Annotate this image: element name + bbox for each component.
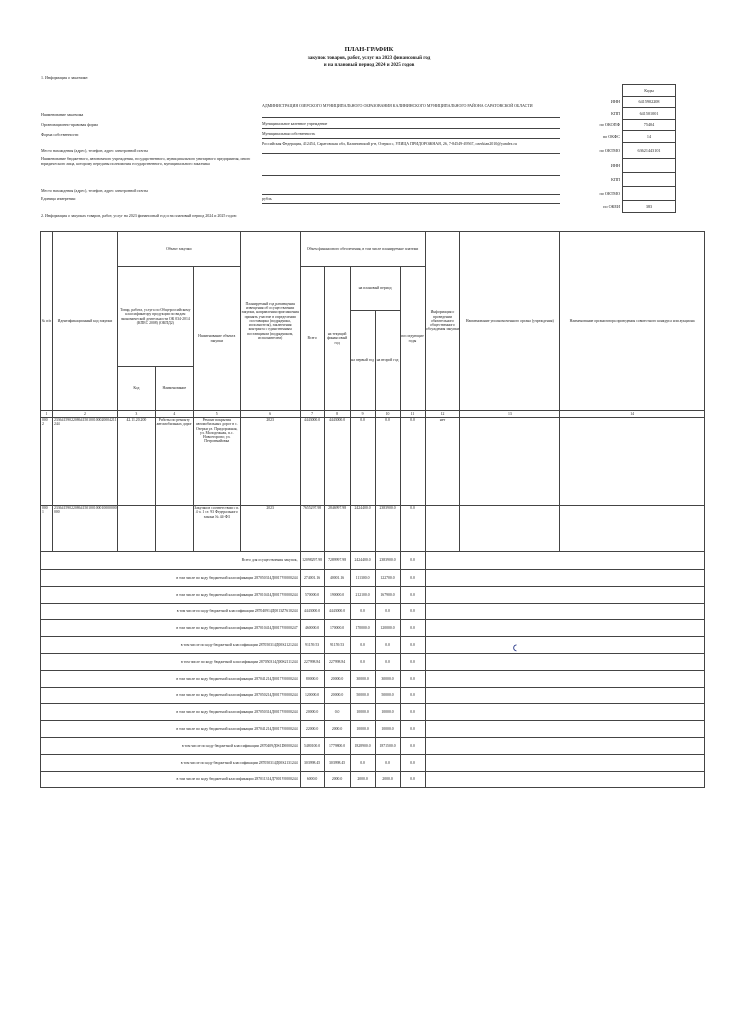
code-label-inn2: ИНН	[610, 162, 620, 168]
kbk-prefix: в том числе по коду бюджетной классификации	[181, 743, 259, 748]
kbk-current: 170000.0	[324, 620, 350, 637]
col-number: 2	[52, 411, 117, 418]
purchase-object: Ремонт покрытия автомобильных дорог в с. Озерки ул. Придорожная, ул. Молодежная, п.с. Новоегорово; ул. Петровмайовка	[193, 418, 240, 506]
kbk-second: 167900.0	[375, 586, 400, 603]
kbk-row	[41, 653, 705, 670]
kbk-total: 5480100.0	[300, 737, 324, 754]
kbk-label	[41, 687, 301, 704]
kbk-later: 0.0	[400, 721, 425, 738]
kbk-row	[41, 603, 705, 620]
kbk-row	[41, 637, 705, 654]
delegate-underline	[262, 175, 560, 176]
unit-underline	[262, 203, 560, 204]
kbk-later: 0.0	[400, 670, 425, 687]
kbk-first: 0.0	[350, 653, 375, 670]
kbk-second: 0.0	[375, 653, 400, 670]
kbk-row	[41, 771, 705, 788]
kbk-label	[41, 603, 301, 620]
kbk-code: 287050314Д0017V0000244	[254, 710, 298, 715]
kbk-later: 0.0	[400, 687, 425, 704]
delegate-address-label: Место нахождения (адрес), телефон, адрес электронной почты	[41, 188, 148, 193]
col-second-header: на второй год	[375, 311, 400, 411]
customer-name-underline	[262, 117, 560, 118]
purchase-okpd-code	[117, 506, 155, 552]
section1-heading: 1. Информация о заказчике:	[41, 75, 89, 80]
kbk-row	[41, 737, 705, 754]
kbk-second: 0.0	[375, 603, 400, 620]
kbk-first: 30000.0	[350, 670, 375, 687]
code-label-okfs: по ОКФС	[602, 133, 620, 139]
kbk-first: 10000.0	[350, 704, 375, 721]
kbk-code: 287010414Д0017V0000247	[254, 626, 298, 631]
purchase-organizer	[560, 418, 705, 506]
kbk-first: 1828900.0	[350, 737, 375, 754]
kbk-empty	[425, 670, 705, 687]
purchase-ikz: 233641590220864150100100020004211244	[52, 418, 117, 506]
kbk-code: 287010414Д0017V0000244	[254, 592, 298, 597]
kbk-label	[41, 704, 301, 721]
kbk-empty	[425, 737, 705, 754]
kbk-row	[41, 586, 705, 603]
col-number: 9	[350, 411, 375, 418]
kbk-label	[41, 620, 301, 637]
kbk-prefix: в том числе по коду бюджетной классификации	[176, 626, 254, 631]
purchase-authorized	[460, 418, 560, 506]
col-joint-header: Информация о проведении обязательного общественного обсуждения закупки	[425, 232, 460, 411]
kbk-total: 22000.0	[300, 721, 324, 738]
kbk-code: 287041214Д0017V0000244	[254, 726, 298, 731]
code-label-kpp2: КПП	[611, 176, 620, 182]
kbk-prefix: в том числе по коду бюджетной классификации	[181, 659, 259, 664]
purchase-ikz: 233641590220864150100100010000000000	[52, 506, 117, 552]
kbk-total: 227998.84	[300, 653, 324, 670]
kbk-label	[41, 637, 301, 654]
kbk-current: 91159.53	[324, 637, 350, 654]
document-subtitle-line2: и на плановый период 2024 и 2025 годов	[323, 63, 415, 68]
kbk-prefix: в том числе по коду бюджетной классификации	[176, 592, 254, 597]
code-value-okopf: 75404	[623, 119, 676, 131]
totals-second: 2383900.0	[375, 552, 400, 570]
kbk-first: 10000.0	[350, 721, 375, 738]
kbk-first: 0.0	[350, 603, 375, 620]
code-label-inn: ИНН	[610, 99, 620, 105]
kbk-code: 287040914Д0013Z7610244	[254, 609, 298, 614]
kbk-second: 1871500.0	[375, 737, 400, 754]
kbk-label	[41, 653, 301, 670]
col-number: 5	[193, 411, 240, 418]
kbk-total: 91159.53	[300, 637, 324, 654]
kbk-row	[41, 704, 705, 721]
code-label-okei: по ОКЕИ	[603, 203, 620, 209]
purchase-current: 2846997.98	[324, 506, 350, 552]
col-num-header: № п/п	[41, 232, 53, 411]
col-number: 10	[375, 411, 400, 418]
kbk-first: 2000.0	[350, 771, 375, 788]
kbk-prefix: в том числе по коду бюджетной классификации	[176, 777, 254, 782]
col-number: 13	[460, 411, 560, 418]
kbk-total: 120000.0	[300, 687, 324, 704]
kbk-total: 460000.0	[300, 620, 324, 637]
kbk-first: 0.0	[350, 637, 375, 654]
kbk-empty	[425, 570, 705, 587]
ownership-value: Муниципальная собственность	[262, 131, 316, 136]
col-okpd-header: Товар, работа, услуга по Общероссийскому классификатору продукции по видам экономической деятельности ОК 034-2014 (КПЕС 2008) (ОКПД2)	[117, 267, 193, 367]
kbk-later: 0.0	[400, 737, 425, 754]
kbk-later: 0.0	[400, 637, 425, 654]
kbk-second: 10000.0	[375, 704, 400, 721]
totals-label: Всего для осуществления закупок,	[41, 552, 301, 570]
ownership-underline	[262, 138, 560, 139]
kbk-empty	[425, 637, 705, 654]
kbk-later: 0.0	[400, 754, 425, 771]
kbk-row	[41, 620, 705, 637]
kbk-first: 50000.0	[350, 687, 375, 704]
codes-table	[560, 84, 676, 213]
kbk-current: 4443000.0	[324, 603, 350, 620]
col-object-name-header: Наименование объекта закупки	[193, 267, 240, 411]
kbk-empty	[425, 704, 705, 721]
codes-header: Коды	[623, 85, 676, 97]
address-underline	[262, 153, 560, 154]
kbk-current: 20000.0	[324, 670, 350, 687]
code-value-kpp: 641501001	[623, 108, 676, 120]
kbk-code: 287011314Д7001V0000244	[254, 777, 298, 782]
purchase-later: 0.0	[400, 418, 425, 506]
kbk-empty	[425, 603, 705, 620]
kbk-total: 570000.0	[300, 586, 324, 603]
kbk-later: 0.0	[400, 620, 425, 637]
kbk-current: 1779800.0	[324, 737, 350, 754]
kbk-second: 120000.0	[375, 620, 400, 637]
kbk-second: 2000.0	[375, 771, 400, 788]
kbk-label	[41, 737, 301, 754]
kbk-prefix: в том числе по коду бюджетной классификации	[176, 575, 254, 580]
kbk-code: 287050314Д00S2121244	[258, 642, 298, 647]
unit-value: рубль	[262, 196, 272, 201]
kbk-empty	[425, 687, 705, 704]
kbk-later: 0.0	[400, 570, 425, 587]
code-value-inn2	[623, 158, 676, 172]
purchase-organizer	[560, 506, 705, 552]
purchase-year: 2023	[240, 418, 300, 506]
address-value: Российская Федерация, 412454, Саратовская обл, Калининский р-н, Озерки с, УЛИЦА ПРИДОРОЖНАЯ, 26, 7-84549-49567, ozerkian2010@yandex.ru	[262, 141, 517, 146]
kbk-later: 0.0	[400, 653, 425, 670]
col-planned-header: на плановый период	[350, 267, 400, 311]
col-name-header: Наименование	[155, 367, 193, 411]
kbk-empty	[425, 771, 705, 788]
kbk-prefix: в том числе по коду бюджетной классификации	[176, 726, 254, 731]
kbk-label	[41, 586, 301, 603]
kbk-second: 30000.0	[375, 670, 400, 687]
totals-first: 2424400.0	[350, 552, 375, 570]
purchase-year: 2023	[240, 506, 300, 552]
col-object-header: Объект закупки	[117, 232, 240, 267]
col-number: 8	[324, 411, 350, 418]
kbk-code: 287050314Д0017V0000244	[254, 575, 298, 580]
legal-form-label: Организационно-правовая форма	[41, 122, 98, 127]
kbk-second: 0.0	[375, 637, 400, 654]
legal-form-underline	[262, 128, 560, 129]
kbk-total: 6000.0	[300, 771, 324, 788]
document-title: ПЛАН-ГРАФИК	[344, 46, 394, 53]
kbk-label	[41, 771, 301, 788]
code-value-oktmo: 63621443101	[623, 142, 676, 158]
col-finance-header: Объем финансового обеспечения, в том числе планируемые платежи	[300, 232, 425, 267]
kbk-code: 287041214Д0017V0000244	[254, 676, 298, 681]
col-code-header: Код	[117, 367, 155, 411]
kbk-label	[41, 721, 301, 738]
codes-spacer	[560, 85, 623, 97]
purchase-okpd-code: 42.11.20.200	[117, 418, 155, 506]
purchase-okpd-name	[155, 506, 193, 552]
code-label-kpp: КПП	[611, 110, 620, 116]
col-first-header: на первый год	[350, 311, 375, 411]
code-value-kpp2	[623, 172, 676, 186]
kbk-prefix: в том числе по коду бюджетной классификации	[180, 642, 258, 647]
purchase-joint: нет	[425, 418, 460, 506]
kbk-prefix: в том числе по коду бюджетной классификации	[176, 693, 254, 698]
kbk-prefix: в том числе по коду бюджетной классификации	[180, 760, 258, 765]
kbk-row	[41, 687, 705, 704]
kbk-later: 0.0	[400, 771, 425, 788]
totals-current: 7289997.98	[324, 552, 350, 570]
kbk-empty	[425, 721, 705, 738]
col-current-header: на текущий финансовый год	[324, 267, 350, 411]
col-organizer-header: Наименование организатора проведения совместного конкурса или аукциона	[560, 232, 705, 411]
kbk-total: 303998.45	[300, 754, 324, 771]
kbk-code: 287050214Д0017V0000244	[254, 693, 298, 698]
code-label-oktmo2: по ОКТМО	[599, 190, 620, 196]
kbk-current: 20000.0	[324, 687, 350, 704]
kbk-prefix: в том числе по коду бюджетной классификации	[176, 710, 254, 715]
customer-name-value: АДМИНИСТРАЦИЯ ОЗЕРСКОГО МУНИЦИПАЛЬНОГО ОБРАЗОВАНИЯ КАЛИНИНСКОГО МУНИЦИПАЛЬНОГО РАЙОНА САРАТОВСКОЙ ОБЛАСТИ	[262, 103, 533, 108]
kbk-total: 80000.0	[300, 670, 324, 687]
kbk-second: 50000.0	[375, 687, 400, 704]
ownership-label: Форма собственности	[41, 132, 79, 137]
kbk-total: 4443000.0	[300, 603, 324, 620]
kbk-label	[41, 754, 301, 771]
kbk-code: 287050314Д00S2111244	[259, 659, 298, 664]
kbk-first: 0.0	[350, 754, 375, 771]
kbk-first: 111300.0	[350, 570, 375, 587]
purchases-table	[40, 231, 705, 788]
kbk-later: 0.0	[400, 603, 425, 620]
col-number: 1	[41, 411, 53, 418]
purchase-num: 000 1	[41, 506, 53, 552]
unit-label: Единица измерения:	[41, 196, 76, 201]
col-number: 3	[117, 411, 155, 418]
kbk-second: 10000.0	[375, 721, 400, 738]
delegate-label: Наименование бюджетного, автономного учреждения, государственного, муниципального унитарного предприятия, иного юридического лица, которому переданы полномочия государственного, муниципального заказчика	[41, 156, 251, 166]
address-label: Место нахождения (адрес), телефон, адрес электронной почты	[41, 148, 148, 153]
purchase-current: 4443000.0	[324, 418, 350, 506]
code-value-oktmo2	[623, 186, 676, 200]
col-number: 7	[300, 411, 324, 418]
kbk-rows	[41, 570, 705, 788]
col-year-header: Планируемый год размещения извещения об осуществлении закупки, направления приглашения принять участие в определении поставщика (подрядчика, исполнителя), заключения контракта с единственным поставщиком (подрядчиком, исполнителем)	[240, 232, 300, 411]
totals-later: 0.0	[400, 552, 425, 570]
col-total-header: Всего	[300, 267, 324, 411]
purchase-authorized	[460, 506, 560, 552]
kbk-later: 0.0	[400, 586, 425, 603]
purchase-okpd-name: Работы по ремонту автомобильных дорог	[155, 418, 193, 506]
purchase-second: 2383900.0	[375, 506, 400, 552]
kbk-code: 287050314Д00S2131244	[258, 760, 298, 765]
kbk-current: 2000.0	[324, 721, 350, 738]
customer-name-label: Наименование заказчика	[41, 112, 84, 117]
totals-total: 12098297.98	[300, 552, 324, 570]
col-number: 4	[155, 411, 193, 418]
section2-heading: 2. Информация о закупках товаров, работ, услуг на 2023 финансовый год и на плановый период 2024 и 2025 годов:	[41, 213, 237, 218]
kbk-second: 122700.0	[375, 570, 400, 587]
kbk-current: 227998.84	[324, 653, 350, 670]
purchase-first: 0.0	[350, 418, 375, 506]
purchase-object: Закупки в соответствии с п. 4 ч. 1 ст. 93 Федерального закона № 44-ФЗ	[193, 506, 240, 552]
code-value-inn: 6415902208	[623, 96, 676, 108]
kbk-total: 274001.16	[300, 570, 324, 587]
kbk-prefix: в том числе по коду бюджетной классификации	[176, 676, 254, 681]
kbk-current: 40001.16	[324, 570, 350, 587]
code-value-okfs: 14	[623, 131, 676, 143]
purchase-total: 4443000.0	[300, 418, 324, 506]
code-label-oktmo: по ОКТМО	[599, 147, 620, 153]
document-subtitle-line1: закупок товаров, работ, услуг на 2023 финансовый год	[307, 56, 431, 61]
kbk-label	[41, 670, 301, 687]
purchase-num: 000 2	[41, 418, 53, 506]
kbk-later: 0.0	[400, 704, 425, 721]
col-number: 6	[240, 411, 300, 418]
pen-mark-icon	[512, 644, 518, 652]
kbk-current: 0.0	[324, 704, 350, 721]
kbk-empty	[425, 620, 705, 637]
kbk-second: 0.0	[375, 754, 400, 771]
kbk-empty	[425, 754, 705, 771]
col-number: 14	[560, 411, 705, 418]
legal-form-value: Муниципальное казенное учреждение	[262, 121, 328, 126]
kbk-empty	[425, 586, 705, 603]
kbk-first: 170000.0	[350, 620, 375, 637]
kbk-current: 2000.0	[324, 771, 350, 788]
kbk-row	[41, 721, 705, 738]
delegate-address-underline	[262, 194, 560, 195]
kbk-empty	[425, 653, 705, 670]
purchase-second: 0.0	[375, 418, 400, 506]
kbk-current: 190000.0	[324, 586, 350, 603]
kbk-label	[41, 570, 301, 587]
col-ikz-header: Идентификационный код закупки	[52, 232, 117, 411]
totals-empty	[425, 552, 705, 570]
kbk-row	[41, 670, 705, 687]
code-value-okei: 383	[623, 200, 676, 212]
purchase-joint	[425, 506, 460, 552]
kbk-code: 2870409Д0S1D0000244	[259, 743, 298, 748]
kbk-prefix: в том числе по коду бюджетной классификации	[176, 609, 254, 614]
code-label-okopf: по ОКОПФ	[599, 122, 620, 128]
col-number: 11	[400, 411, 425, 418]
kbk-total: 20000.0	[300, 704, 324, 721]
kbk-first: 212100.0	[350, 586, 375, 603]
purchase-later: 0.0	[400, 506, 425, 552]
purchase-total: 7655297.98	[300, 506, 324, 552]
kbk-current: 303998.45	[324, 754, 350, 771]
col-number: 12	[425, 411, 460, 418]
kbk-row	[41, 570, 705, 587]
col-authorized-header: Наименование уполномоченного органа (учреждения)	[460, 232, 560, 411]
purchase-first: 2424400.0	[350, 506, 375, 552]
col-later-header: последующие годы	[400, 267, 425, 411]
kbk-row	[41, 754, 705, 771]
